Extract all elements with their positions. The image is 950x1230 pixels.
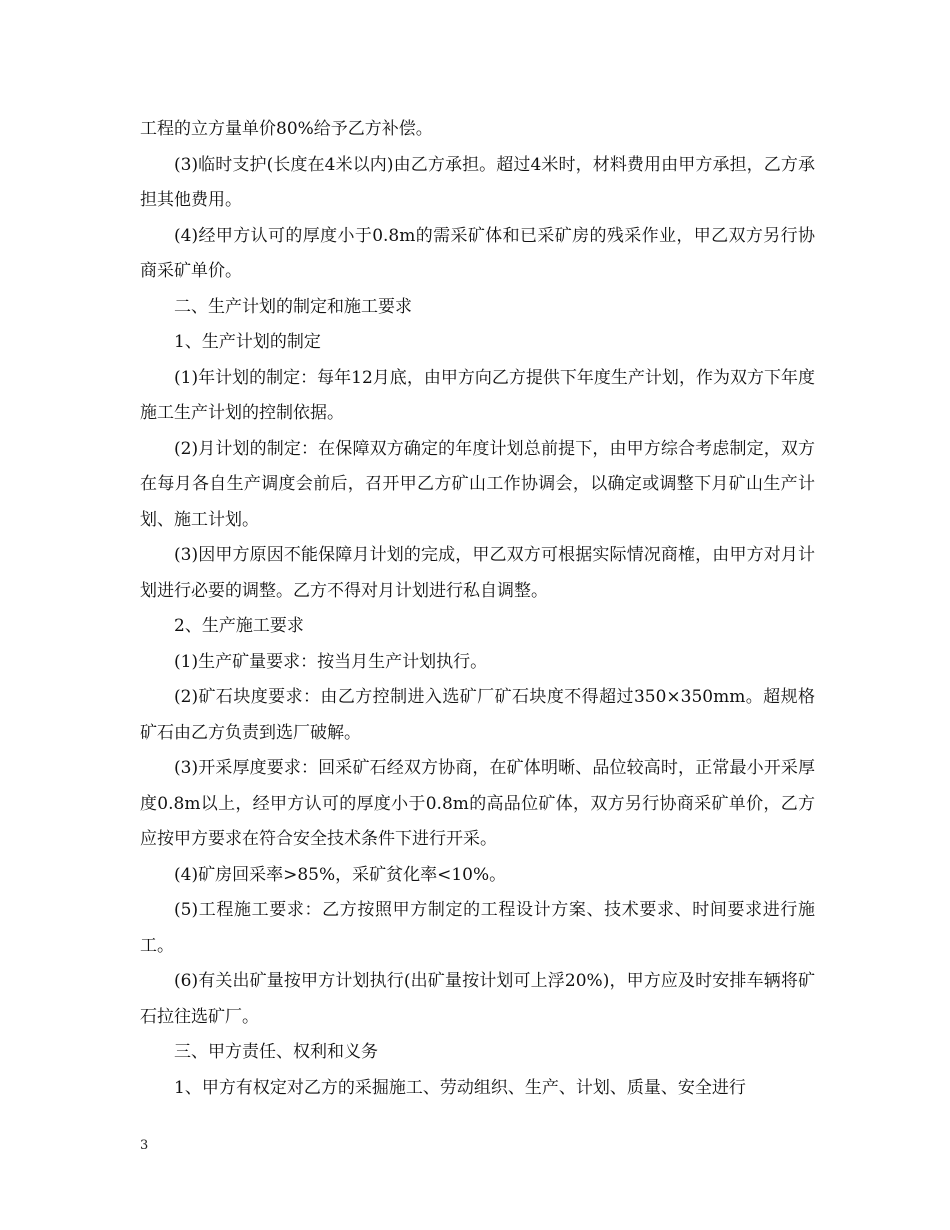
paragraph: (3)开采厚度要求：回采矿石经双方协商，在矿体明晰、品位较高时，正常最小开采厚度0.8m以上，经甲方认可的厚度小于0.8m的高品位矿体，双方另行协商采矿单价，乙方应按甲方要求在符合安全技术条件下进行开采。 <box>140 758 815 849</box>
paragraph: (2)月计划的制定：在保障双方确定的年度计划总前提下，由甲方综合考虑制定，双方在每月各自生产调度会前后，召开甲乙方矿山工作协调会，以确定或调整下月矿山生产计划、施工计划。 <box>140 438 815 530</box>
document-body <box>140 112 815 1106</box>
paragraph: (3)临时支护(长度在4米以内)由乙方承担。超过4米时，材料费用由甲方承担，乙方承担其他费用。 <box>140 154 815 210</box>
paragraph: (4)矿房回采率>85%，采矿贫化率<10%。 <box>174 864 507 885</box>
page-number: 3 <box>140 1138 149 1153</box>
subsection-heading: 1、生产计划的制定 <box>174 332 321 352</box>
paragraph: (1)生产矿量要求：按当月生产计划执行。 <box>174 651 488 672</box>
paragraph: (5)工程施工要求：乙方按照甲方制定的工程设计方案、技术要求、时间要求进行施工。 <box>140 900 815 956</box>
section-heading: 三、甲方责任、权利和义务 <box>174 1042 378 1062</box>
paragraph: (3)因甲方原因不能保障月计划的完成，甲乙双方可根据实际情况商榷，由甲方对月计划进行必要的调整。乙方不得对月计划进行私自调整。 <box>140 545 815 601</box>
subsection-heading: 2、生产施工要求 <box>174 616 304 636</box>
paragraph: 工程的立方量单价80%给予乙方补偿。 <box>140 119 433 139</box>
section-heading: 二、生产计划的制定和施工要求 <box>174 296 412 317</box>
paragraph: (2)矿石块度要求：由乙方控制进入选矿厂矿石块度不得超过350×350mm。超规格矿石由乙方负责到选厂破解。 <box>140 687 815 743</box>
paragraph: (4)经甲方认可的厚度小于0.8m的需采矿体和已采矿房的残采作业，甲乙双方另行协商采矿单价。 <box>140 225 815 281</box>
paragraph: 1、甲方有权定对乙方的采掘施工、劳动组织、生产、计划、质量、安全进行 <box>174 1077 746 1098</box>
paragraph: (1)年计划的制定：每年12月底，由甲方向乙方提供下年度生产计划，作为双方下年度施工生产计划的控制依据。 <box>140 367 815 423</box>
paragraph: (6)有关出矿量按甲方计划执行(出矿量按计划可上浮20%)，甲方应及时安排车辆将矿石拉往选矿厂。 <box>140 971 815 1027</box>
